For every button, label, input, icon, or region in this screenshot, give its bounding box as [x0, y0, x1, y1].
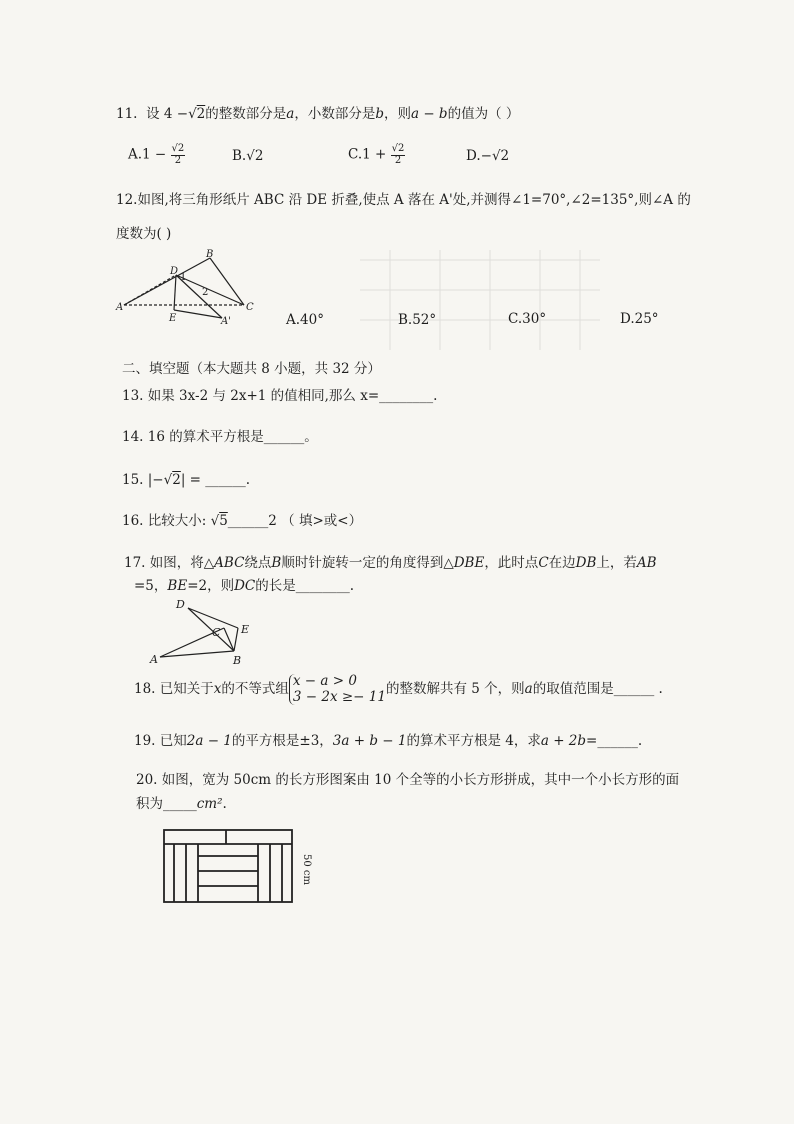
q11-sqrt-sign: √ — [188, 106, 197, 122]
q12-label-c: C — [246, 302, 254, 313]
q11-option-d-prefix: D.− — [466, 148, 492, 164]
question-18 — [134, 674, 663, 705]
q12-label-a: A — [116, 302, 124, 313]
q11-option-b[interactable] — [232, 148, 263, 164]
q12-label-e: E — [169, 313, 177, 324]
q12-angle-1: 1 — [180, 272, 187, 283]
q20-outer-rect — [164, 830, 292, 902]
q11-option-b-value: √2 — [246, 148, 264, 164]
q17-point-c: C — [538, 555, 549, 571]
q12-label-b: B — [206, 249, 214, 260]
q15-sqrt-arg: 2 — [172, 472, 181, 488]
q16-prefix: 16. 比较大小: √ — [122, 513, 220, 529]
q17-triangle-dbe: △DBE — [443, 555, 485, 571]
q19-mid-2: 的算术平方根是 4，求 — [406, 733, 541, 749]
q11-sqrt-arg: 2 — [196, 106, 206, 122]
q17-edge-eb — [234, 628, 238, 651]
q17-edge-de — [188, 608, 238, 628]
q17-label-b: B — [233, 654, 242, 667]
question-12-line2: 度数为( ) — [116, 226, 172, 242]
q11-option-a-prefix: A.1 − — [128, 146, 167, 163]
q17-segment-be: BE — [167, 578, 188, 594]
question-20-line2 — [136, 796, 227, 812]
q19-mid-1: 的平方根是±3， — [231, 733, 333, 749]
q11-option-c-den: 2 — [394, 154, 402, 166]
bleed-through-grid — [350, 240, 610, 360]
question-15 — [122, 472, 250, 488]
q17-triangle-abc: △ABC — [203, 555, 245, 571]
question-17-line1 — [124, 555, 657, 571]
question-12-line1: 12.如图,将三角形纸片 ABC 沿 DE 折叠,使点 A 落在 A'处,并测得∠1=70°,∠2=135°,则∠A 的 — [116, 192, 691, 208]
q15-suffix: | = ______. — [180, 472, 251, 488]
q17-text-f: 上，若 — [596, 555, 637, 571]
q18-var-a: a — [524, 681, 533, 698]
q17-text-i: 的长是________. — [255, 578, 355, 594]
q11-expr: a − b — [410, 106, 448, 122]
q19-expr-2: 3a + b − 1 — [332, 733, 407, 749]
q17-label-a: A — [150, 653, 158, 666]
question-19 — [134, 733, 642, 749]
q20-unit: cm² — [196, 796, 223, 812]
question-11 — [116, 106, 519, 122]
q15-sqrt-sign: √ — [163, 472, 173, 488]
q16-suffix: ______2 （ 填>或<） — [227, 513, 363, 529]
q11-option-a-num: √2 — [171, 143, 185, 154]
q19-prefix: 19. 已知 — [134, 733, 187, 749]
q11-text-e: 的值为（ ） — [447, 106, 520, 122]
q17-edge-cb — [224, 628, 234, 651]
q11-option-a-fraction — [171, 144, 186, 166]
q17-text-d: ，此时点 — [484, 555, 539, 571]
q18-mid: 的不等式组 — [221, 681, 289, 698]
q18-inequality-system — [289, 674, 386, 705]
q17-text-c: 顺时针旋转一定的角度得到 — [281, 555, 444, 571]
q11-option-d[interactable] — [466, 148, 509, 164]
q17-rotation-figure — [146, 594, 256, 670]
question-16 — [122, 513, 362, 529]
q16-sqrt-arg: 5 — [219, 513, 228, 529]
q19-expr-1: 2a − 1 — [186, 733, 232, 749]
q17-edge-db — [188, 608, 234, 651]
q17-label-c: C — [212, 626, 221, 639]
q18-after: 的整数解共有 5 个，则 — [385, 681, 525, 698]
q17-text-g: =5， — [134, 578, 168, 594]
q20-label-50cm: 50 cm — [301, 854, 312, 885]
q11-text-d: ，则 — [383, 106, 411, 122]
q11-option-c-num: √2 — [391, 143, 405, 154]
q11-option-a-den: 2 — [174, 154, 182, 166]
q11-option-d-value: √2 — [491, 148, 510, 164]
q12-option-a[interactable]: A.40° — [286, 312, 324, 328]
q17-point-b: B — [271, 555, 282, 571]
q18-inequality-1: x − a > 0 — [292, 673, 357, 689]
q12-option-d[interactable]: D.25° — [620, 311, 659, 327]
q20-rectangle-figure — [158, 826, 318, 906]
q11-text-b: 的整数部分是 — [205, 106, 287, 122]
q12-fold-figure — [114, 248, 264, 328]
q17-text-a: 17. 如图，将 — [124, 555, 204, 571]
q11-text-a: 设 4 − — [146, 106, 189, 122]
question-20-line1: 20. 如图，宽为 50cm 的长方形图案由 10 个全等的小长方形拼成，其中一个小长方形的面 — [136, 772, 680, 788]
q18-var-x: x — [213, 681, 222, 698]
q17-segment-db: DB — [575, 555, 597, 571]
question-13: 13. 如果 3x-2 与 2x+1 的值相同,那么 x=________. — [122, 388, 438, 404]
q20-blank: _____ — [163, 796, 197, 812]
q11-option-c-prefix: C.1 + — [348, 146, 387, 163]
q12-label-d: D — [170, 266, 179, 277]
q12-option-c[interactable]: C.30° — [508, 311, 547, 327]
q19-expr-3: a + 2b — [540, 733, 587, 749]
q11-option-a[interactable] — [128, 144, 185, 166]
q18-inequality-2: 3 − 2x ≥− 11 — [292, 688, 386, 705]
q11-text-c: ，小数部分是 — [294, 106, 376, 122]
q19-suffix: =______. — [586, 733, 643, 749]
question-17-line2 — [134, 578, 354, 594]
q11-option-c[interactable] — [348, 144, 405, 166]
q11-option-b-prefix: B. — [232, 148, 247, 164]
q17-label-d: D — [176, 598, 185, 611]
q17-text-h: =2，则 — [187, 578, 235, 594]
q12-label-a-prime: A' — [221, 316, 231, 327]
section-2-heading: 二、填空题（本大题共 8 小题，共 32 分） — [122, 361, 381, 377]
q17-text-e: 在边 — [548, 555, 576, 571]
q11-option-c-fraction — [391, 144, 406, 166]
q12-edge-ab — [124, 258, 210, 305]
q15-prefix: 15. |− — [122, 472, 164, 488]
q18-suffix: 的取值范围是______ . — [532, 681, 663, 698]
q20-text-a: 积为 — [136, 796, 163, 812]
q17-label-e: E — [241, 623, 250, 636]
question-14: 14. 16 的算术平方根是______。 — [122, 429, 318, 445]
q20-dot: . — [222, 796, 227, 812]
q18-prefix: 18. 已知关于 — [134, 681, 214, 698]
q12-angle-2: 2 — [202, 287, 209, 298]
q11-var-a: a — [286, 106, 295, 122]
q17-segment-dc: DC — [234, 578, 256, 594]
q17-segment-ab: AB — [636, 555, 657, 571]
q11-var-b: b — [375, 106, 384, 122]
q12-option-b[interactable]: B.52° — [398, 312, 437, 328]
q17-text-b: 绕点 — [244, 555, 272, 571]
q11-number: 11. — [116, 106, 138, 122]
